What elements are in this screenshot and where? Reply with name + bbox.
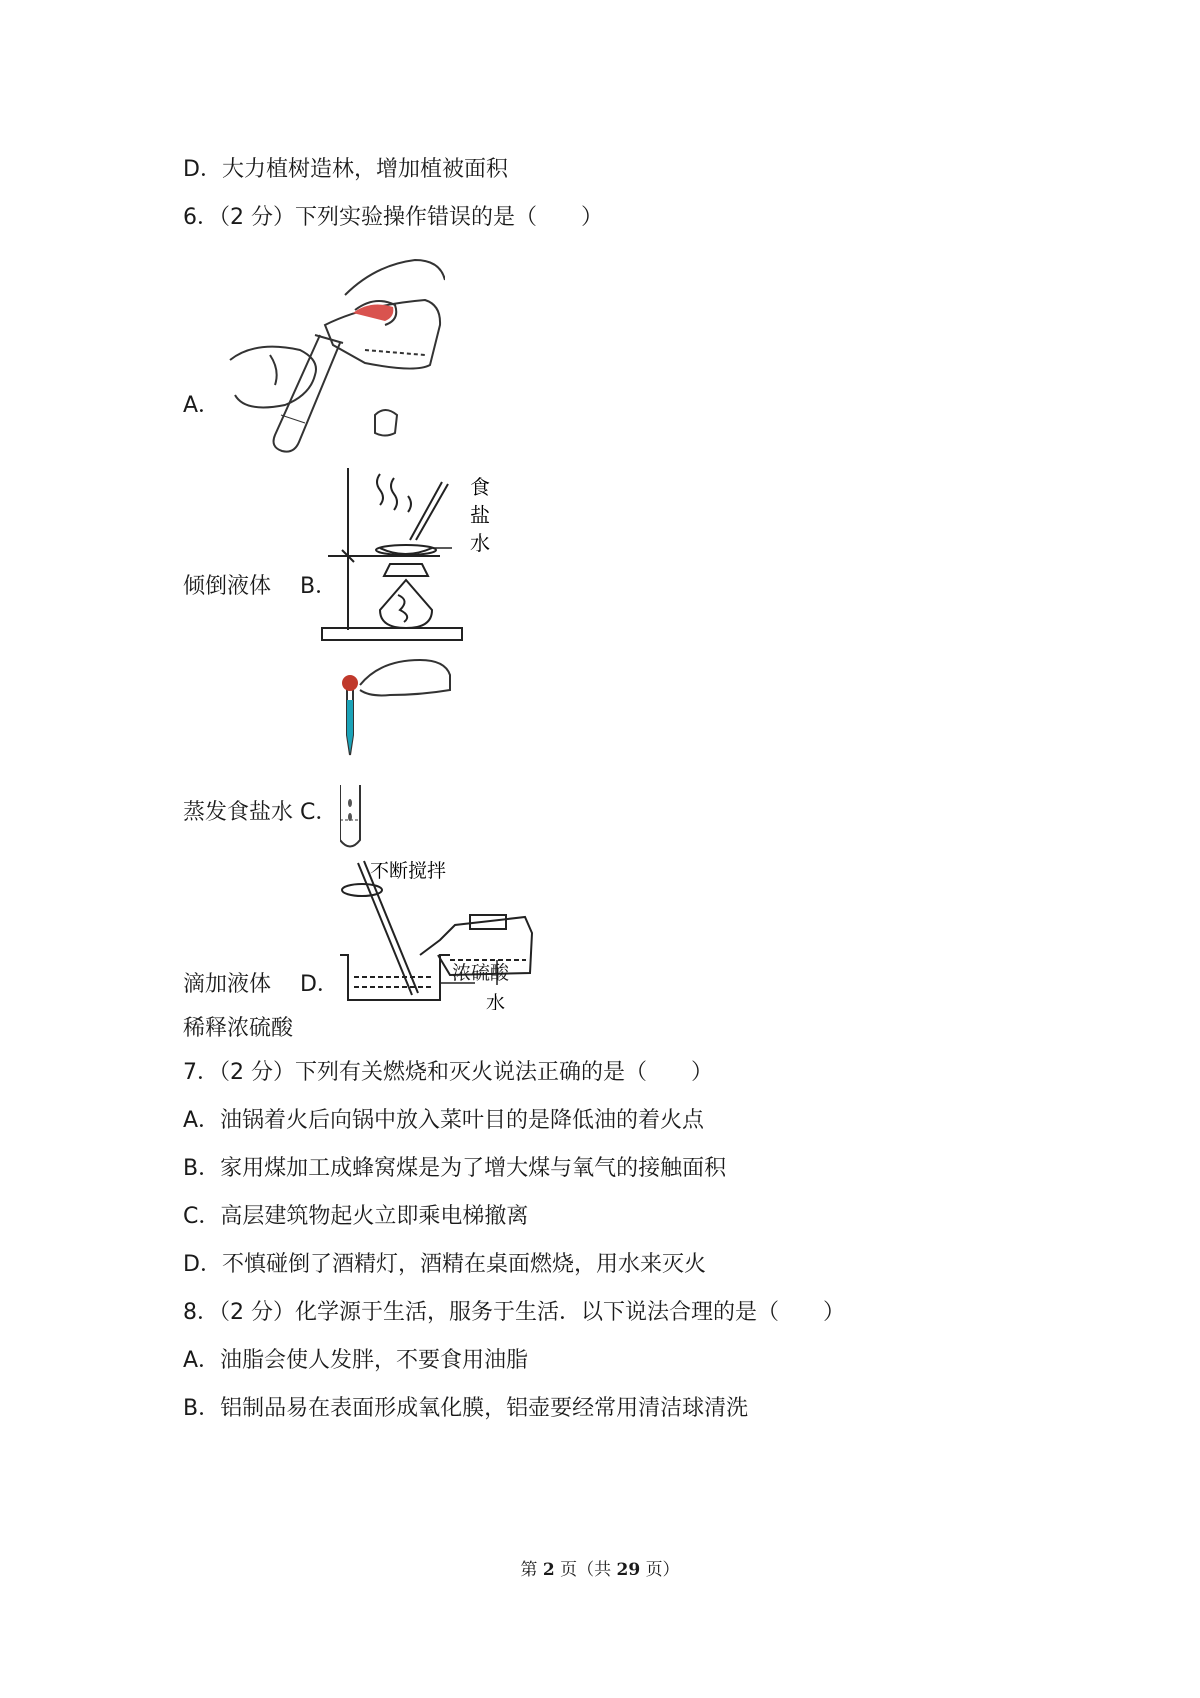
figure-b-label-1: 食 [470, 475, 490, 499]
option-b-caption-c-label: 蒸发食盐水 C． [183, 800, 338, 825]
figure-d-acid-label: 浓硫酸 [452, 962, 510, 984]
figure-b-label-3: 水 [470, 531, 490, 555]
page-footer [0, 1555, 1200, 1580]
q7-option-c: C．高层建筑物起火立即乘电梯撤离 [183, 1204, 529, 1229]
question-8: 8．（2 分）化学源于生活，服务于生活．以下说法合理的是（ ） [183, 1300, 845, 1325]
figure-b-label-2: 盐 [470, 503, 490, 527]
q8-option-b: B．铝制品易在表面形成氧化膜，铝壶要经常用清洁球清洗 [183, 1396, 749, 1421]
q7-option-d: D．不慎碰倒了酒精灯，酒精在桌面燃烧，用水来灭火 [183, 1252, 706, 1277]
q8-option-a: A．油脂会使人发胖，不要食用油脂 [183, 1348, 529, 1373]
figure-d-water-label: 水 [486, 992, 506, 1010]
figure-dilute-acid [340, 855, 540, 1010]
question-6: 6．（2 分）下列实验操作错误的是（ ） [183, 205, 603, 230]
option-d-caption: 稀释浓硫酸 [183, 1016, 294, 1041]
q7-option-a: A．油锅着火后向锅中放入菜叶目的是降低油的着火点 [183, 1108, 705, 1133]
figure-pour-liquid [225, 255, 445, 455]
q7-option-b: B．家用煤加工成蜂窝煤是为了增大煤与氧气的接触面积 [183, 1156, 727, 1181]
footer-prefix: 第 [520, 1560, 538, 1580]
figure-evaporation [320, 460, 510, 642]
option-c-caption-d-label: 滴加液体 D． [183, 972, 339, 997]
figure-drop-liquid [340, 655, 455, 855]
question-7: 7．（2 分）下列有关燃烧和灭火说法正确的是（ ） [183, 1060, 713, 1085]
option-a-caption-b-label: 倾倒液体 B． [183, 574, 338, 599]
q5-option-d: D．大力植树造林，增加植被面积 [183, 157, 508, 182]
footer-middle: 页（共 [560, 1560, 612, 1580]
footer-suffix: 页） [645, 1560, 680, 1580]
figure-d-stir-label: 不断搅拌 [370, 860, 447, 882]
footer-total-pages: 29 [616, 1560, 641, 1580]
footer-page-number: 2 [542, 1560, 555, 1580]
option-a-label: A． [183, 393, 221, 418]
